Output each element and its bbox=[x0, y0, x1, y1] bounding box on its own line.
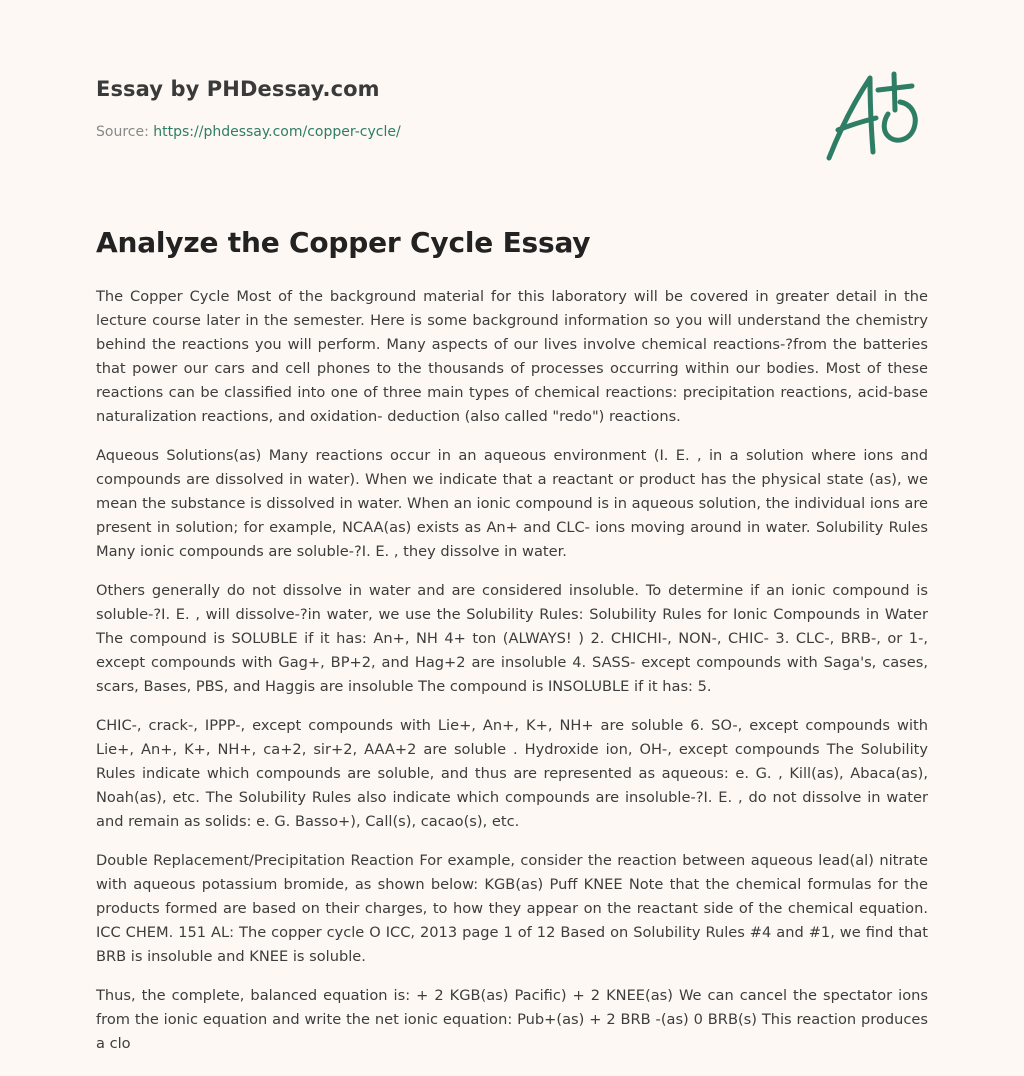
essay-paragraph: The Copper Cycle Most of the background material for this laboratory will be covered in greater detail in the lecture course later in the semester. Here is some background information so you will understand the chemistry behind the reactions you will perform. Many aspects of our lives involve chemical reactions-?from the batteries that power our cars and cell phones to the thousands of processes occurring within our bodies. Most of these reactions can be classified into one of three main types of chemical reactions: precipitation reactions, acid-base naturalization reactions, and oxidation- deduction (also called "redo") reactions. bbox=[96, 288, 928, 425]
source-line bbox=[96, 124, 401, 140]
site-brand: Essay by PHDessay.com bbox=[96, 77, 380, 101]
essay-paragraph: CHIC-, crack-, IPPP-, except compounds with Lie+, An+, K+, NH+ are soluble 6. SO-, except compounds with Lie+, An+, K+, NH+, ca+2, sir+2, AAA+2 are soluble . Hydroxide ion, OH-, except compounds The Solubility Rules indicate which compounds are soluble, and thus are represented as aqueous: e. G. , Kill(as), Abaca(as), Noah(as), etc. The Solubility Rules also indicate which compounds are insoluble-?I. E. , do not dissolve in water and remain as solids: e. G. Basso+), Call(s), cacao(s), etc. bbox=[96, 717, 928, 830]
essay-paragraph: Aqueous Solutions(as) Many reactions occur in an aqueous environment (I. E. , in a solution where ions and compounds are dissolved in water). When we indicate that a reactant or product has the physical state (as), we mean the substance is dissolved in water. When an ionic compound is in aqueous solution, the individual ions are present in solution; for example, NCAA(as) exists as An+ and CLC- ions moving around in water. Solubility Rules Many ionic compounds are soluble-?I. E. , they dissolve in water. bbox=[96, 447, 928, 560]
essay-body bbox=[96, 285, 928, 1071]
essay-paragraph: Double Replacement/Precipitation Reaction For example, consider the reaction between aqueous lead(al) nitrate with aqueous potassium bromide, as shown below: KGB(as) Puff KNEE Note that the chemical formulas for the products formed are based on their charges, to how they appear on the reactant side of the chemical equation. ICC CHEM. 151 AL: The copper cycle O ICC, 2013 page 1 of 12 Based on Solubility Rules #4 and #1, we find that BRB is insoluble and KNEE is soluble. bbox=[96, 852, 928, 965]
essay-paragraph: Others generally do not dissolve in water and are considered insoluble. To determine if an ionic compound is soluble-?I. E. , will dissolve-?in water, we use the Solubility Rules: Solubility Rules for Ionic Compounds in Water The compound is SOLUBLE if it has: An+, NH 4+ ton (ALWAYS! ) 2. CHICHI-, NON-, CHIC- 3. CLC-, BRB-, or 1-, except compounds with Gag+, BP+2, and Hag+2 are insoluble 4. SASS- except compounds with Saga's, cases, scars, Bases, PBS, and Haggis are insoluble The compound is INSOLUBLE if it has: 5. bbox=[96, 582, 928, 695]
essay-paragraph: Thus, the complete, balanced equation is: + 2 KGB(as) Pacific) + 2 KNEE(as) We can cancel the spectator ions from the ionic equation and write the net ionic equation: Pub+(as) + 2 BRB -(as) 0 BRB(s) This reaction produces a clo bbox=[96, 987, 928, 1052]
source-label: Source: bbox=[96, 124, 149, 140]
a-plus-logo-icon bbox=[826, 68, 926, 162]
source-link[interactable]: https://phdessay.com/copper-cycle/ bbox=[153, 124, 401, 140]
essay-title: Analyze the Copper Cycle Essay bbox=[96, 226, 591, 259]
